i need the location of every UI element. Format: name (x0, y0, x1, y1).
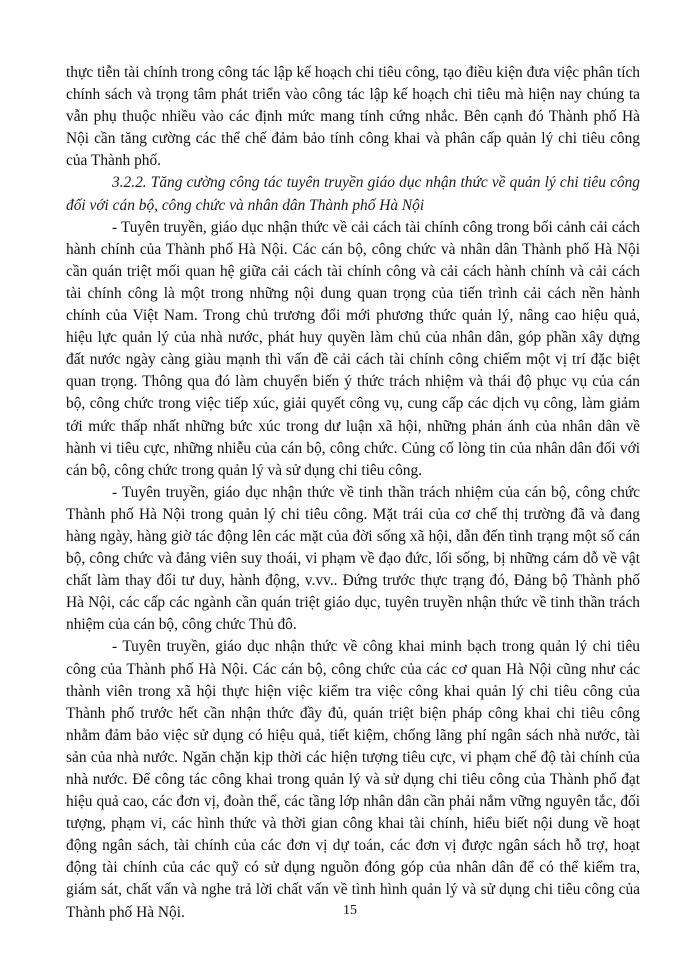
paragraph-reform-awareness: - Tuyên truyền, giáo dục nhận thức về cải cách tài chính công trong bối cảnh cải cách hành chính của Thành phố Hà Nội. Các cán bộ, công chức và nhân dân Thành phố Hà Nội cần quán triệt mối quan hệ giữa cải cách tài chính công và cải cách hành chính và cải cách tài chính công là một trong những nội dung quan trọng của tiến trình cải cách nền hành chính của Việt Nam. Trong chủ trương đổi mới phương thức quản lý, nâng cao hiệu quả, hiệu lực quản lý của nhà nước, phát huy quyền làm chủ của nhân dân, góp phần xây dựng đất nước ngày càng giàu mạnh thì vấn đề cải cách tài chính công chiếm một vị trí đặc biệt quan trọng. Thông qua đó làm chuyển biến ý thức trách nhiệm và thái độ phục vụ của cán bộ, công chức trong việc tiếp xúc, giải quyết công vụ, cung cấp các dịch vụ công, làm giảm tới mức thấp nhất những bức xúc trong dư luận xã hội, những phản ánh của nhân dân về hành vi tiêu cực, những nhiễu của cán bộ, công chức. Củng cố lòng tin của nhân dân đối với cán bộ, công chức trong quản lý và sử dụng chi tiêu công. (66, 218, 640, 479)
paragraph-continuation: thực tiễn tài chính trong công tác lập kế hoạch chi tiêu công, tạo điều kiện đưa việc phân tích chính sách và trọng tâm phát triển vào công tác lập kế hoạch chi tiêu mà hiện nay chúng ta vẫn phụ thuộc nhiều vào các định mức mang tính cứng nhắc. Bên cạnh đó Thành phố Hà Nội cần tăng cường các thể chế đảm bảo tính công khai và phân cấp quản lý chi tiêu công của Thành phố. (66, 64, 640, 170)
document-body (66, 62, 640, 924)
paragraph-responsibility: - Tuyên truyền, giáo dục nhận thức về tinh thần trách nhiệm của cán bộ, công chức Thành phố Hà Nội trong quản lý chi tiêu công. Mặt trái của cơ chế thị trường đã và đang hàng ngày, hàng giờ tác động lên các mặt của đời sống xã hội, dẫn đến tình trạng một số cán bộ, công chức và đảng viên suy thoái, vi phạm về đạo đức, lối sống, bị những cám dỗ về vật chất làm thay đổi tư duy, hành động, v.vv.. Đứng trước thực trạng đó, Đảng bộ Thành phố Hà Nội, các cấp các ngành cần quán triệt giáo dục, tuyên truyền nhận thức về tinh thần trách nhiệm của cán bộ, công chức Thủ đô. (66, 483, 640, 634)
section-heading: 3.2.2. Tăng cường công tác tuyên truyền giáo dục nhận thức về quản lý chi tiêu công đối với cán bộ, công chức và nhân dân Thành phố Hà Nội (66, 174, 640, 214)
paragraph-transparency: - Tuyên truyền, giáo dục nhận thức về công khai minh bạch trong quản lý chi tiêu công của Thành phố Hà Nội. Các cán bộ, công chức của các cơ quan Hà Nội cũng như các thành viên trong xã hội thực hiện việc kiểm tra việc công khai quản lý chi tiêu công của Thành phố trước hết cần nhận thức đầy đủ, quán triệt biện pháp công khai chi tiêu công nhằm đảm bảo việc sử dụng có hiệu quả, tiết kiệm, chống lãng phí ngân sách nhà nước, tài sản của nhà nước. Ngăn chặn kịp thời các hiện tượng tiêu cực, vi phạm chế độ tài chính của nhà nước. Để công tác công khai trong quản lý và sử dụng chi tiêu công của Thành phố đạt hiệu quả cao, các đơn vị, đoàn thể, các tầng lớp nhân dân cần phải nắm vững nguyên tắc, đối tượng, phạm vi, các hình thức và thời gian công khai tài chính, hiểu biết nội dung về hoạt động ngân sách, tài chính của các đơn vị dự toán, các đơn vị được ngân sách hỗ trợ, hoạt động tài chính của các quỹ có sử dụng nguồn đóng góp của nhân dân để có thể kiểm tra, giám sát, chất vấn và nghe trả lời chất vấn về tình hình quản lý và sử dụng chi tiêu công của Thành phố Hà Nội. (66, 638, 640, 921)
page-number: 15 (343, 903, 357, 918)
